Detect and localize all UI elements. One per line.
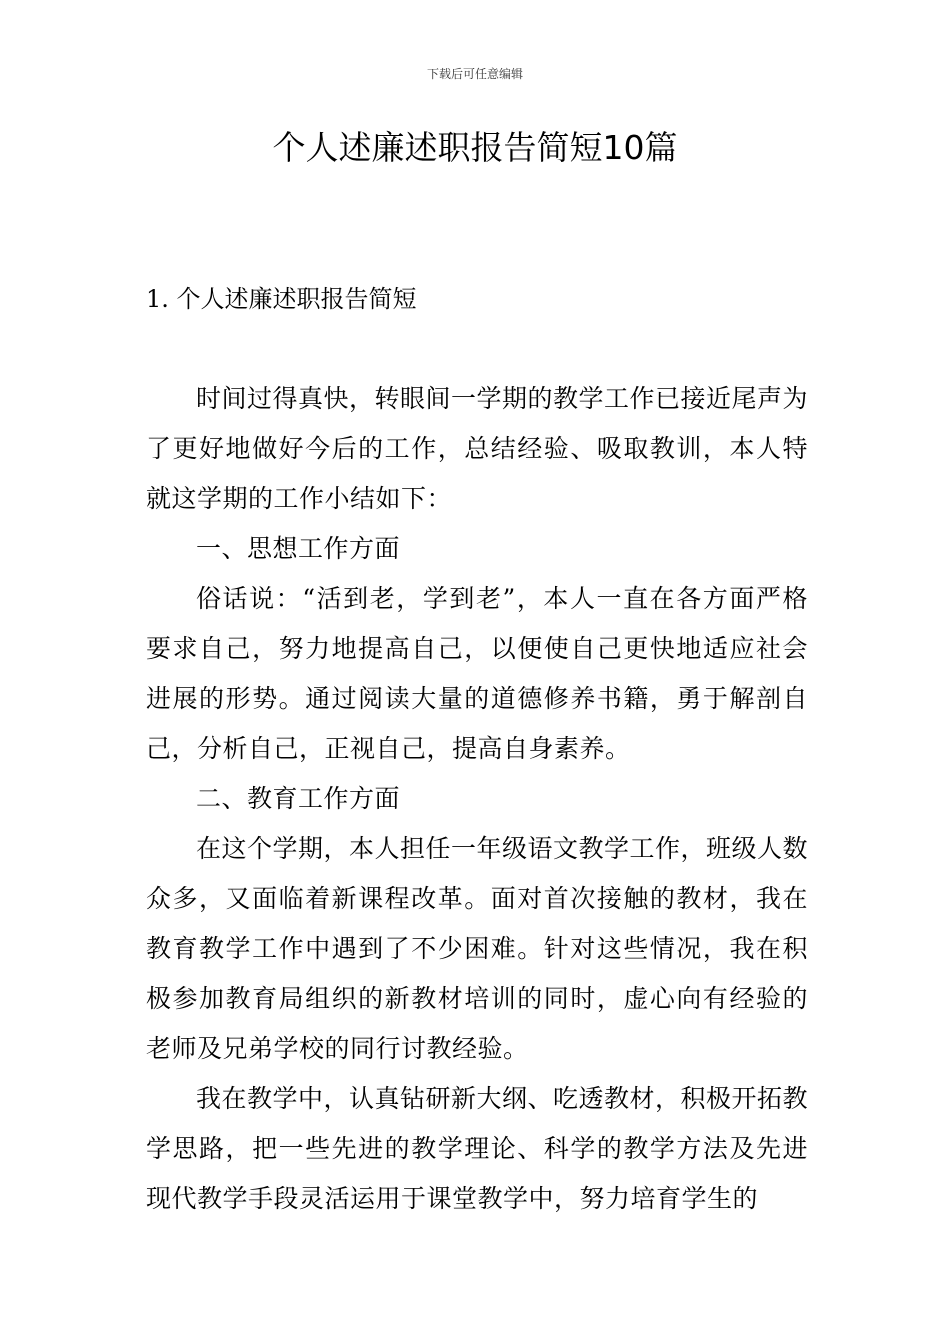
section-heading: 1. 个人述廉述职报告简短 xyxy=(146,285,417,313)
paragraph-intro: 时间过得真快，转眼间一学期的教学工作已接近尾声为了更好地做好今后的工作，总结经验、吸取教训，本人特就这学期的工作小结如下： xyxy=(146,384,809,513)
header-note: 下载后可任意编辑 xyxy=(426,67,523,81)
subheading-education-work: 二、教育工作方面 xyxy=(196,784,401,813)
document-body xyxy=(146,374,808,1224)
paragraph-thought-work: 俗话说：“活到老，学到老”，本人一直在各方面严格要求自己，努力地提高自己，以便使自己更快地适应社会进展的形势。通过阅读大量的道德修养书籍，勇于解剖自己，分析自己，正视自己，提高自身素养。 xyxy=(146,584,808,763)
subheading-thought-work: 一、思想工作方面 xyxy=(196,534,401,563)
paragraph-education-work: 在这个学期，本人担任一年级语文教学工作，班级人数众多，又面临着新课程改革。面对首次接触的教材，我在教育教学工作中遇到了不少困难。针对这些情况，我在积极参加教育局组织的新教材培训的同时，虚心向有经验的老师及兄弟学校的同行讨教经验。 xyxy=(146,834,809,1063)
document-title: 个人述廉述职报告简短10篇 xyxy=(272,128,678,167)
paragraph-teaching-methods: 我在教学中，认真钻研新大纲、吃透教材，积极开拓教学思路，把一些先进的教学理论、科学的教学方法及先进现代教学手段灵活运用于课堂教学中，努力培育学生的 xyxy=(146,1084,809,1213)
